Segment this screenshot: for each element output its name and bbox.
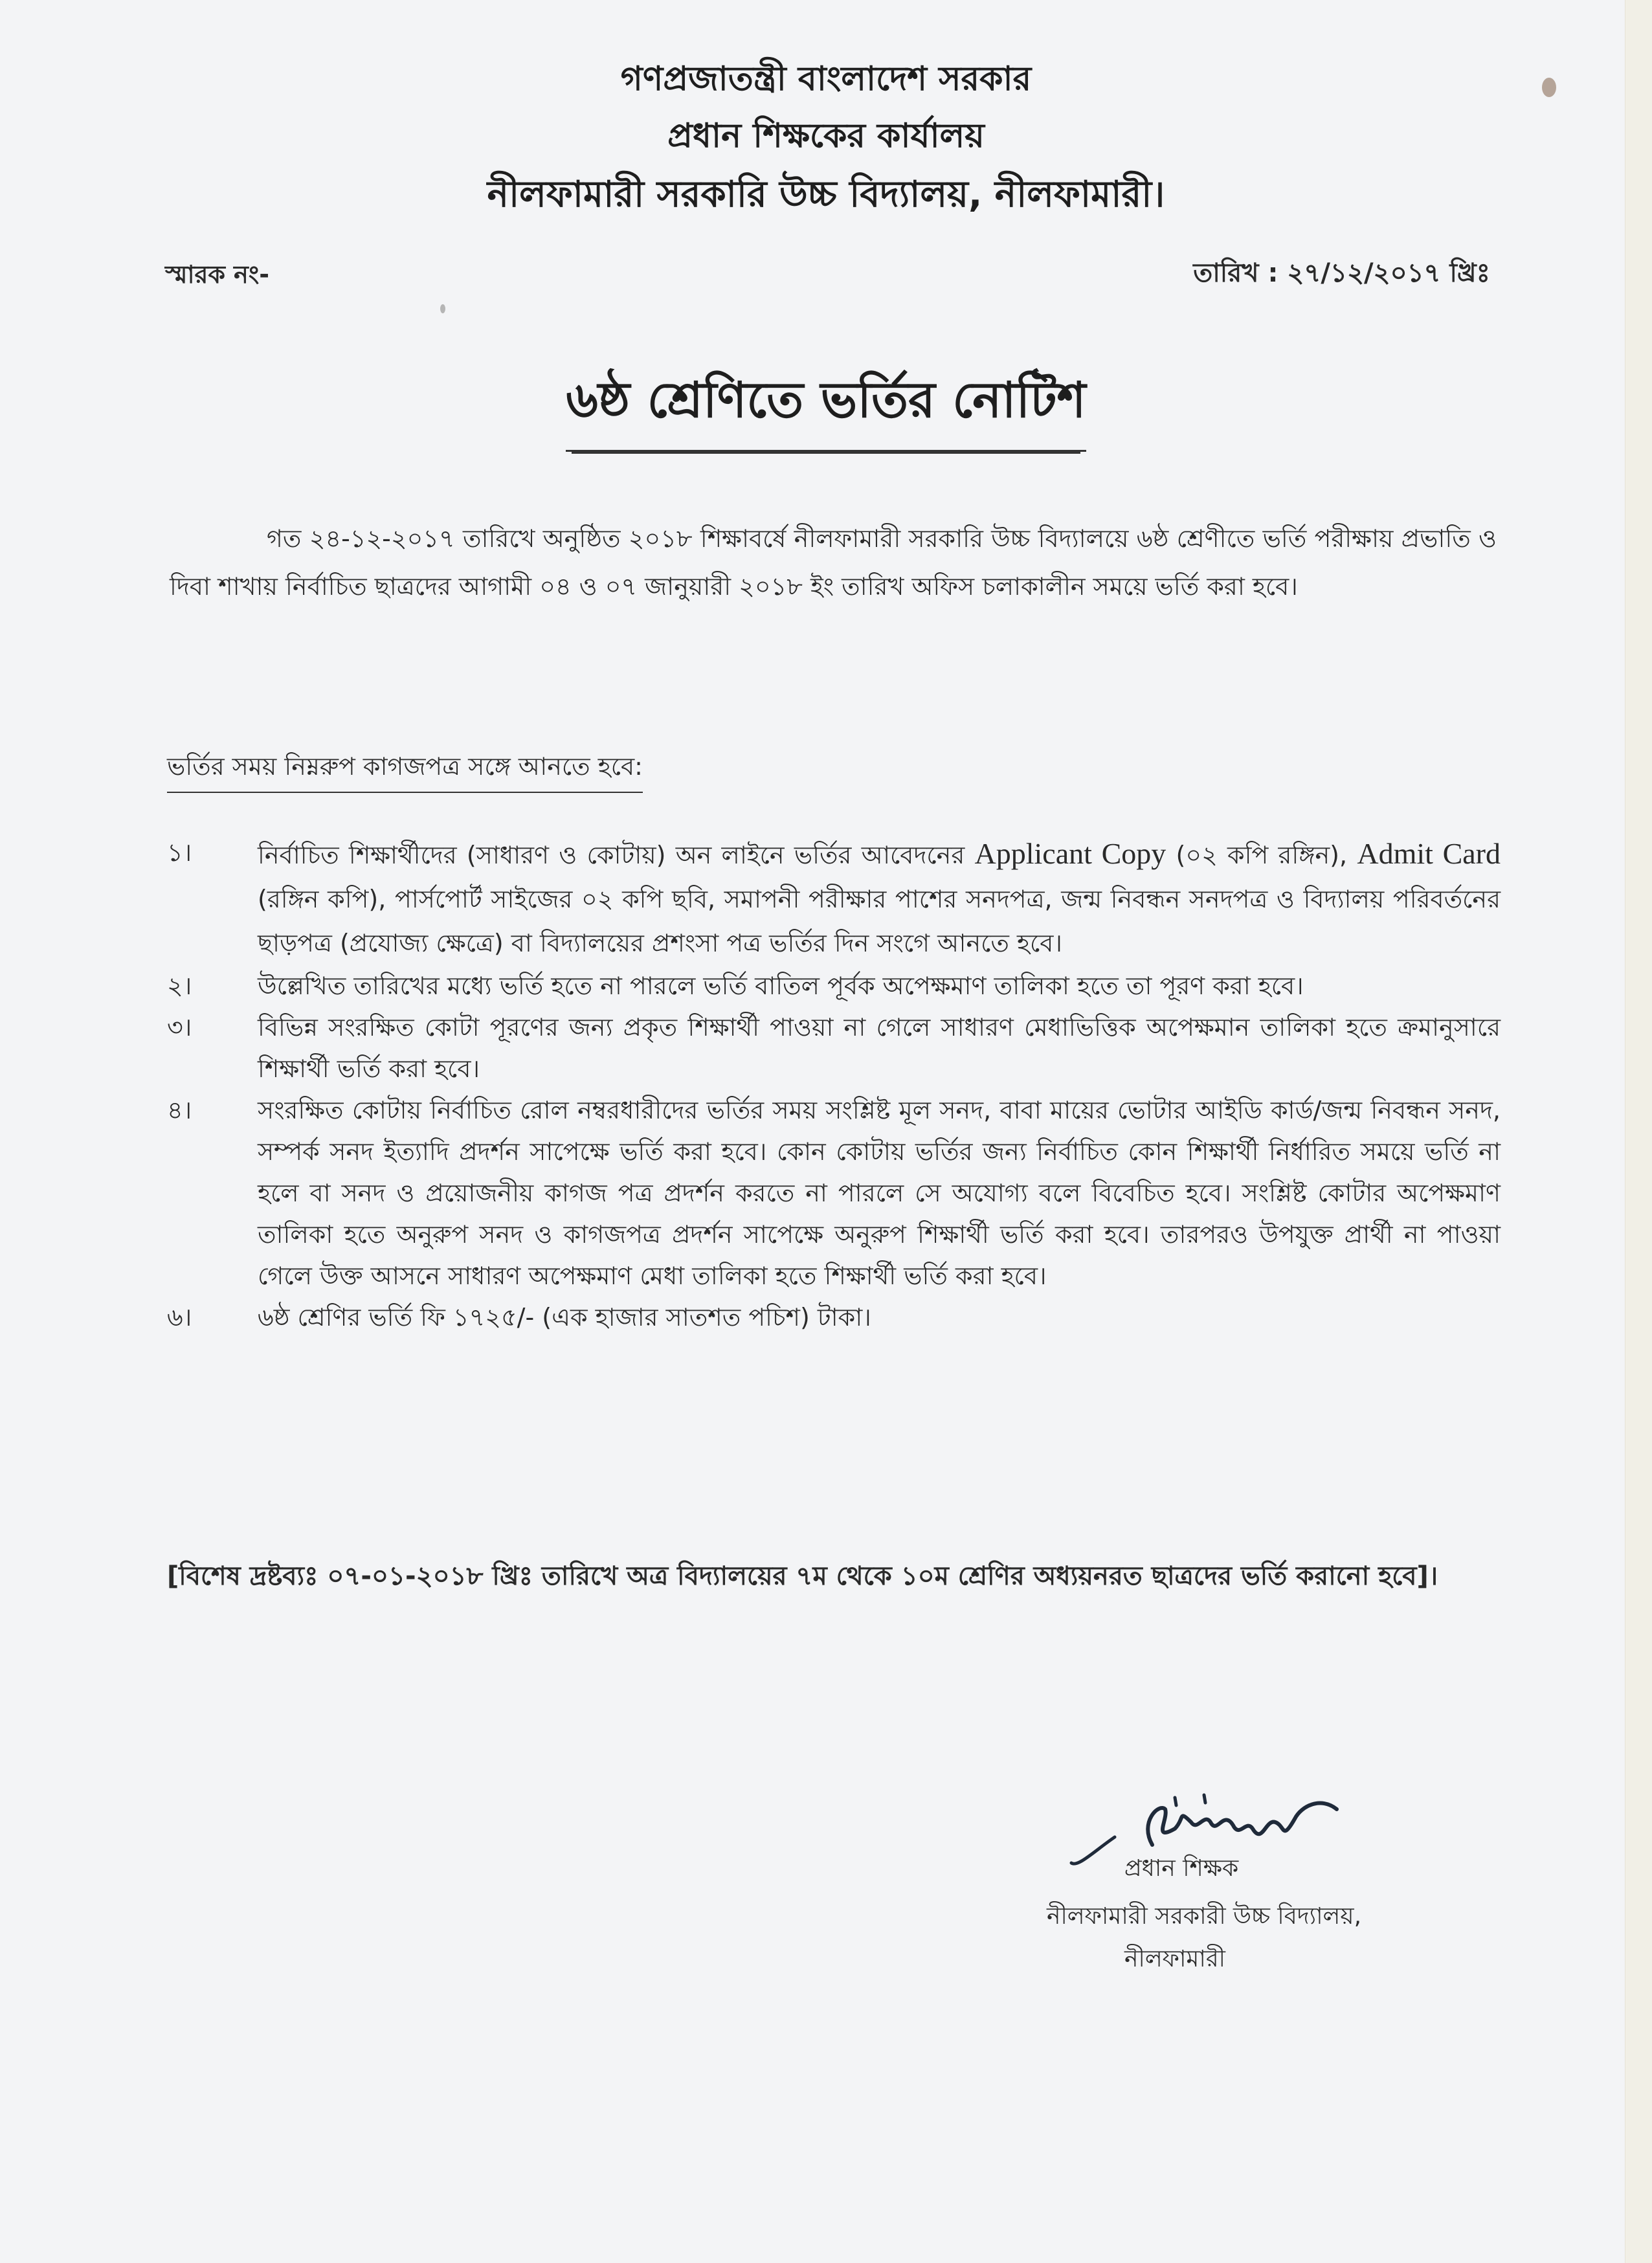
memo-number: স্মারক নং- — [165, 260, 269, 289]
headmaster-signature — [1113, 1783, 1346, 1855]
signatory-district: নীলফামারী — [1124, 1946, 1225, 1972]
list-item — [167, 1007, 1501, 1089]
list-item — [167, 965, 1501, 1007]
requirements-heading: ভর্তির সময় নিম্নরুপ কাগজপত্র সঙ্গে আনতে হবে: — [167, 748, 643, 793]
item-text: ৬ষ্ঠ শ্রেণির ভর্তি ফি ১৭২৫/- (এক হাজার সাতশত পচিশ) টাকা। — [258, 1303, 871, 1332]
item-text: উল্লেখিত তারিখের মধ্যে ভর্তি হতে না পারলে ভর্তি বাতিল পূর্বক অপেক্ষমাণ তালিকা হতে তা পূরণ করা হবে। — [258, 972, 1304, 1000]
item-text-part: (রঙ্গিন কপি), পার্সপোর্ট সাইজের ০২ কপি ছবি, সমাপনী পরীক্ষার পাশের সনদপত্র, জন্ম নিবন্ধন সনদপত্র ও বিদ্যালয় পরিবর্তনের ছাড়পত্র (প্রযোজ্য ক্ষেত্রে) বা বিদ্যালয়ের প্রশংসা পত্র ভর্তির দিন সংগে আনতে হবে। — [258, 885, 1501, 957]
signatory-school: নীলফামারী সরকারী উচ্চ বিদ্যালয়, — [1046, 1903, 1362, 1930]
admit-card-text: Admit Card — [1357, 837, 1501, 870]
list-item — [167, 832, 1501, 965]
scan-edge — [1625, 0, 1652, 2263]
signatory-role: প্রধান শিক্ষক — [1124, 1855, 1239, 1882]
item-number: ৬। — [167, 1303, 192, 1332]
item-number: ৪। — [167, 1096, 192, 1124]
office-name: প্রধান শিক্ষকের কার্যালয় — [667, 117, 985, 155]
special-note: [বিশেষ দ্রষ্টব্যঃ ০৭-০১-২০১৮ খ্রিঃ তারিখে অত্র বিদ্যালয়ের ৭ম থেকে ১০ম শ্রেণির অধ্যয়নরত ছাত্রদের ভর্তি করানো হবে]। — [167, 1561, 1438, 1591]
government-name: গণপ্রজাতন্ত্রী বাংলাদেশ সরকার — [620, 60, 1032, 98]
school-name: নীলফামারী সরকারি উচ্চ বিদ্যালয়, নীলফামারী। — [487, 173, 1165, 216]
requirements-list — [167, 832, 1501, 1338]
applicant-copy-text: Applicant Copy — [974, 837, 1166, 870]
item-text-part: (০২ কপি রঙ্গিন), — [1166, 841, 1357, 869]
item-text: সংরক্ষিত কোটায় নির্বাচিত রোল নম্বরধারীদের ভর্তির সময় সংশ্লিষ্ট মূল সনদ, বাবা মায়ের ভোটার আইডি কার্ড/জন্ম নিবন্ধন সনদ, সম্পর্ক সনদ ইত্যাদি প্রদর্শন সাপেক্ষে ভর্তি করা হবে। কোন কোটায় ভর্তির জন্য নির্বাচিত কোন শিক্ষার্থী নির্ধারিত সময়ে ভর্তি না হলে বা সনদ ও প্রয়োজনীয় কাগজ পত্র প্রদর্শন করতে না পারলে সে অযোগ্য বলে বিবেচিত হবে। সংশ্লিষ্ট কোটার অপেক্ষমাণ তালিকা হতে অনুরুপ সনদ ও কাগজপত্র প্রদর্শন সাপেক্ষে অনুরুপ শিক্ষার্থী ভর্তি করা হবে। তারপরও উপযুক্ত প্রার্থী না পাওয়া গেলে উক্ত আসনে সাধারণ অপেক্ষমাণ মেধা তালিকা হতে শিক্ষার্থী ভর্তি করা হবে। — [258, 1096, 1501, 1290]
list-item — [167, 1089, 1501, 1297]
stain-mark — [440, 304, 445, 313]
list-item — [167, 1297, 1501, 1338]
item-number: ২। — [167, 972, 192, 1000]
item-text-part: নির্বাচিত শিক্ষার্থীদের (সাধারণ ও কোটায়) অন লাইনে ভর্তির আবেদনের — [258, 841, 975, 869]
item-number: ১। — [167, 838, 192, 867]
notice-date: তারিখ : ২৭/১২/২০১৭ খ্রিঃ — [1193, 258, 1490, 288]
item-number: ৩। — [167, 1013, 192, 1042]
letterhead — [0, 52, 1652, 224]
item-text — [258, 832, 1501, 965]
signature-block — [971, 1851, 1437, 1981]
notice-title: ৬ষ্ঠ শ্রেণিতে ভর্তির নোটিশ — [566, 362, 1086, 452]
title-container — [0, 362, 1652, 452]
item-text: বিভিন্ন সংরক্ষিত কোটা পূরণের জন্য প্রকৃত শিক্ষার্থী পাওয়া না গেলে সাধারণ মেধাভিত্তিক অপেক্ষমান তালিকা হতে ক্রমানুসারে শিক্ষার্থী ভর্তি করা হবে। — [258, 1013, 1501, 1083]
intro-paragraph: গত ২৪-১২-২০১৭ তারিখে অনুষ্ঠিত ২০১৮ শিক্ষাবর্ষে নীলফামারী সরকারি উচ্চ বিদ্যালয়ে ৬ষ্ঠ শ্রেণীতে ভর্তি পরীক্ষায় প্রভাতি ও দিবা শাখায় নির্বাচিত ছাত্রদের আগামী ০৪ ও ০৭ জানুয়ারী ২০১৮ ইং তারিখ অফিস চলাকালীন সময়ে ভর্তি করা হবে। — [170, 524, 1497, 601]
